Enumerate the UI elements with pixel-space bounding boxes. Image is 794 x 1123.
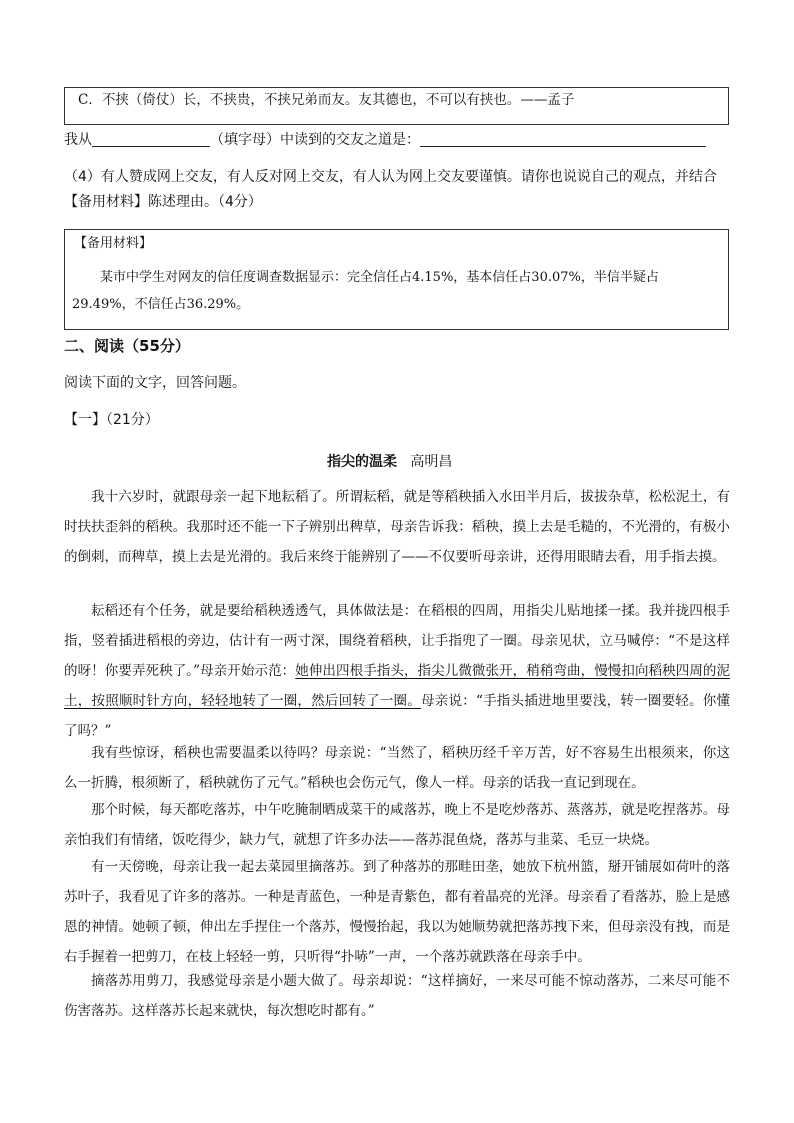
material-line2: 29.49%，不信任占36.29%。 — [72, 297, 250, 312]
part-1-label: 【一】（21分） — [64, 412, 159, 428]
article-title-line — [327, 451, 452, 471]
fill-middle: （填字母）中读到的交友之道是： — [210, 132, 420, 148]
article-title: 指尖的温柔 — [327, 454, 397, 470]
question-4-line2: 【备用材料】陈述理由。（4分） — [64, 194, 262, 210]
paragraph-2-part-b: 母亲说：“手指头插进地里要浅，转一圈要轻。你懂了吗？” — [64, 693, 731, 739]
section-2-title: 二、阅读（55分） — [64, 337, 190, 355]
fill-prefix: 我从 — [64, 132, 92, 148]
answer-blank[interactable] — [420, 130, 706, 147]
fill-in-line — [64, 130, 706, 150]
option-c-text: C．不挟（倚仗）长，不挟贵，不挟兄弟而友。友其德也，不可以有挟也。——孟子 — [78, 92, 575, 108]
underlined-sentence: 她伸出四根手指头，指尖儿微微张开，稍稍弯曲，慢慢扣向稻秧四周的泥土，按照顺时针方向，轻轻地转了一圈，然后回转了一圈。 — [64, 663, 730, 709]
paragraph-2-part-a: 耘稻还有个任务，就是要给稻秧透透气，具体做法是：在稻根的四周，用指尖儿贴地揉一揉。我并拢四根手指，竖着插进稻根的旁边，估计有一两寸深，围绕着稻秧，让手指兜了一圈。母亲见状，立马喊停：“不是这样的呀！你要弄死秧了。”母亲开始示范： — [64, 603, 730, 679]
material-line1: 某市中学生对网友的信任度调查数据显示：完全信任占4.15%，基本信任占30.07%，半信半疑占 — [100, 270, 659, 285]
question-4-line1: （4）有人赞成网上交友，有人反对网上交友，有人认为网上交友要谨慎。请你也说说自己的观点，并结合 — [64, 169, 717, 185]
article-paragraph-5: 有一天傍晚，母亲让我一起去菜园里摘落苏。到了种落苏的那畦田垄，她放下杭州篮，掰开铺展如荷叶的落苏叶子，我看见了许多的落苏。一种是青蓝色，一种是青紫色，都有着晶亮的光泽。母亲看了看落苏，脸上是感恩的神情。她顿了顿，伸出左手捏住一个落苏，慢慢抬起，我以为她顺势就把落苏拽下来，但母亲没有拽，而是右手握着一把剪刀，在枝上轻轻一剪，只听得“扑哧”一声，一个落苏就跌落在母亲手中。 — [64, 859, 730, 965]
article-paragraph-2 — [64, 596, 730, 746]
article-author: 高明昌 — [410, 454, 453, 470]
section-2-instruction: 阅读下面的文字，回答问题。 — [64, 375, 246, 391]
article-paragraph-6: 摘落苏用剪刀，我感觉母亲是小题大做了。母亲却说：“这样摘好，一来尽可能不惊动落苏，二来尽可能不伤害落苏。这样落苏长起来就快，每次想吃时都有。” — [64, 973, 730, 1019]
material-header: 【备用材料】 — [74, 236, 153, 251]
article-paragraph-1: 我十六岁时，就跟母亲一起下地耘稻了。所谓耘稻，就是等稻秧插入水田半月后，拔拔杂草，松松泥土，有时扶扶歪斜的稻秧。我那时还不能一下子辨别出稗草，母亲告诉我：稻秧，摸上去是毛糙的，不光滑的，有极小的倒刺，而稗草，摸上去是光滑的。我后来终于能辨别了——不仅要听母亲讲，还得用眼睛去看，用手指去摸。 — [64, 489, 730, 565]
letter-blank[interactable] — [92, 130, 210, 147]
article-paragraph-3: 我有些惊讶，稻秧也需要温柔以待吗？母亲说：“当然了，稻秧历经千辛万苦，好不容易生出根须来，你这么一折腾，根须断了，稻秧就伤了元气。”稻秧也会伤元气，像人一样。母亲的话我一直记到现在。 — [64, 745, 730, 791]
article-paragraph-4: 那个时候，每天都吃落苏，中午吃腌制晒成菜干的咸落苏，晚上不是吃炒落苏、蒸落苏，就是吃捏落苏。母亲怕我们有情绪，饭吃得少，缺力气，就想了许多办法——落苏混鱼烧，落苏与韭菜、毛豆一块烧。 — [64, 802, 730, 848]
